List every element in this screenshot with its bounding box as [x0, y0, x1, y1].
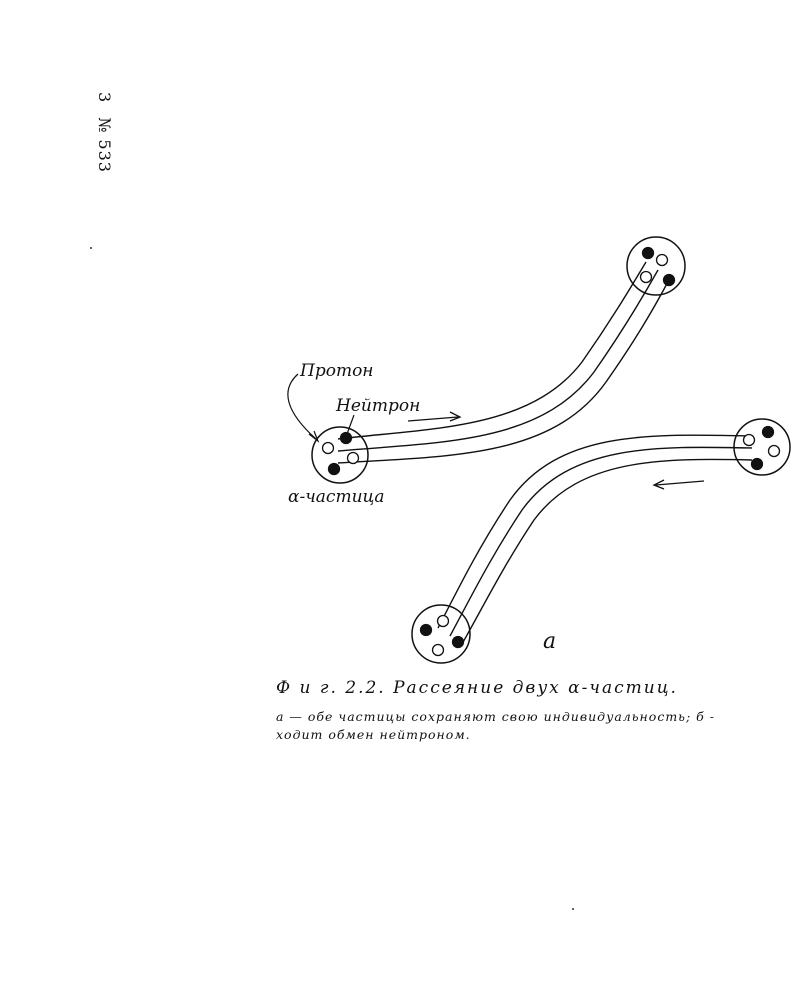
panel-label: а [543, 629, 557, 654]
proton-label: Протон [300, 361, 374, 381]
track-lower [438, 435, 752, 644]
neutron-dot [341, 433, 352, 444]
arrow-left-icon [654, 480, 704, 489]
particle-tracks [338, 262, 752, 644]
caption-line-2: ходит обмен нейтроном. [276, 727, 471, 742]
alpha-nucleus-incoming-left [312, 427, 368, 483]
alpha-particle-label: α-частица [288, 487, 385, 507]
caption-line-1: а — обе частицы сохраняют свою индивидуальность; б - [276, 709, 715, 724]
neutron-dot [752, 459, 763, 470]
caption-text [276, 708, 776, 744]
neutron-dot [664, 275, 675, 286]
proton-dot [438, 616, 449, 627]
neutron-dot [763, 427, 774, 438]
alpha-nucleus-outgoing-top [627, 237, 685, 295]
proton-dot [323, 443, 334, 454]
caption-title: Ф и г. 2.2. Рассеяние двух α-частиц. [276, 678, 678, 698]
alpha-nucleus-outgoing-bottom [412, 605, 470, 663]
neutron-dot [329, 464, 340, 475]
neutron-dot [643, 248, 654, 259]
proton-dot [641, 272, 652, 283]
margin-number: 3 [95, 92, 114, 104]
proton-pointer [288, 374, 316, 439]
neutron-label: Нейтрон [336, 396, 421, 416]
proton-dot [348, 453, 359, 464]
speck [90, 247, 92, 249]
nuclei [312, 237, 790, 663]
track-upper [338, 262, 670, 463]
proton-dot [744, 435, 755, 446]
alpha-nucleus-incoming-right [734, 419, 790, 475]
proton-dot [433, 645, 444, 656]
margin-label: № 533 [95, 117, 114, 173]
speck [572, 908, 574, 910]
neutron-dot [453, 637, 464, 648]
proton-dot [769, 446, 780, 457]
proton-dot [657, 255, 668, 266]
neutron-dot [421, 625, 432, 636]
